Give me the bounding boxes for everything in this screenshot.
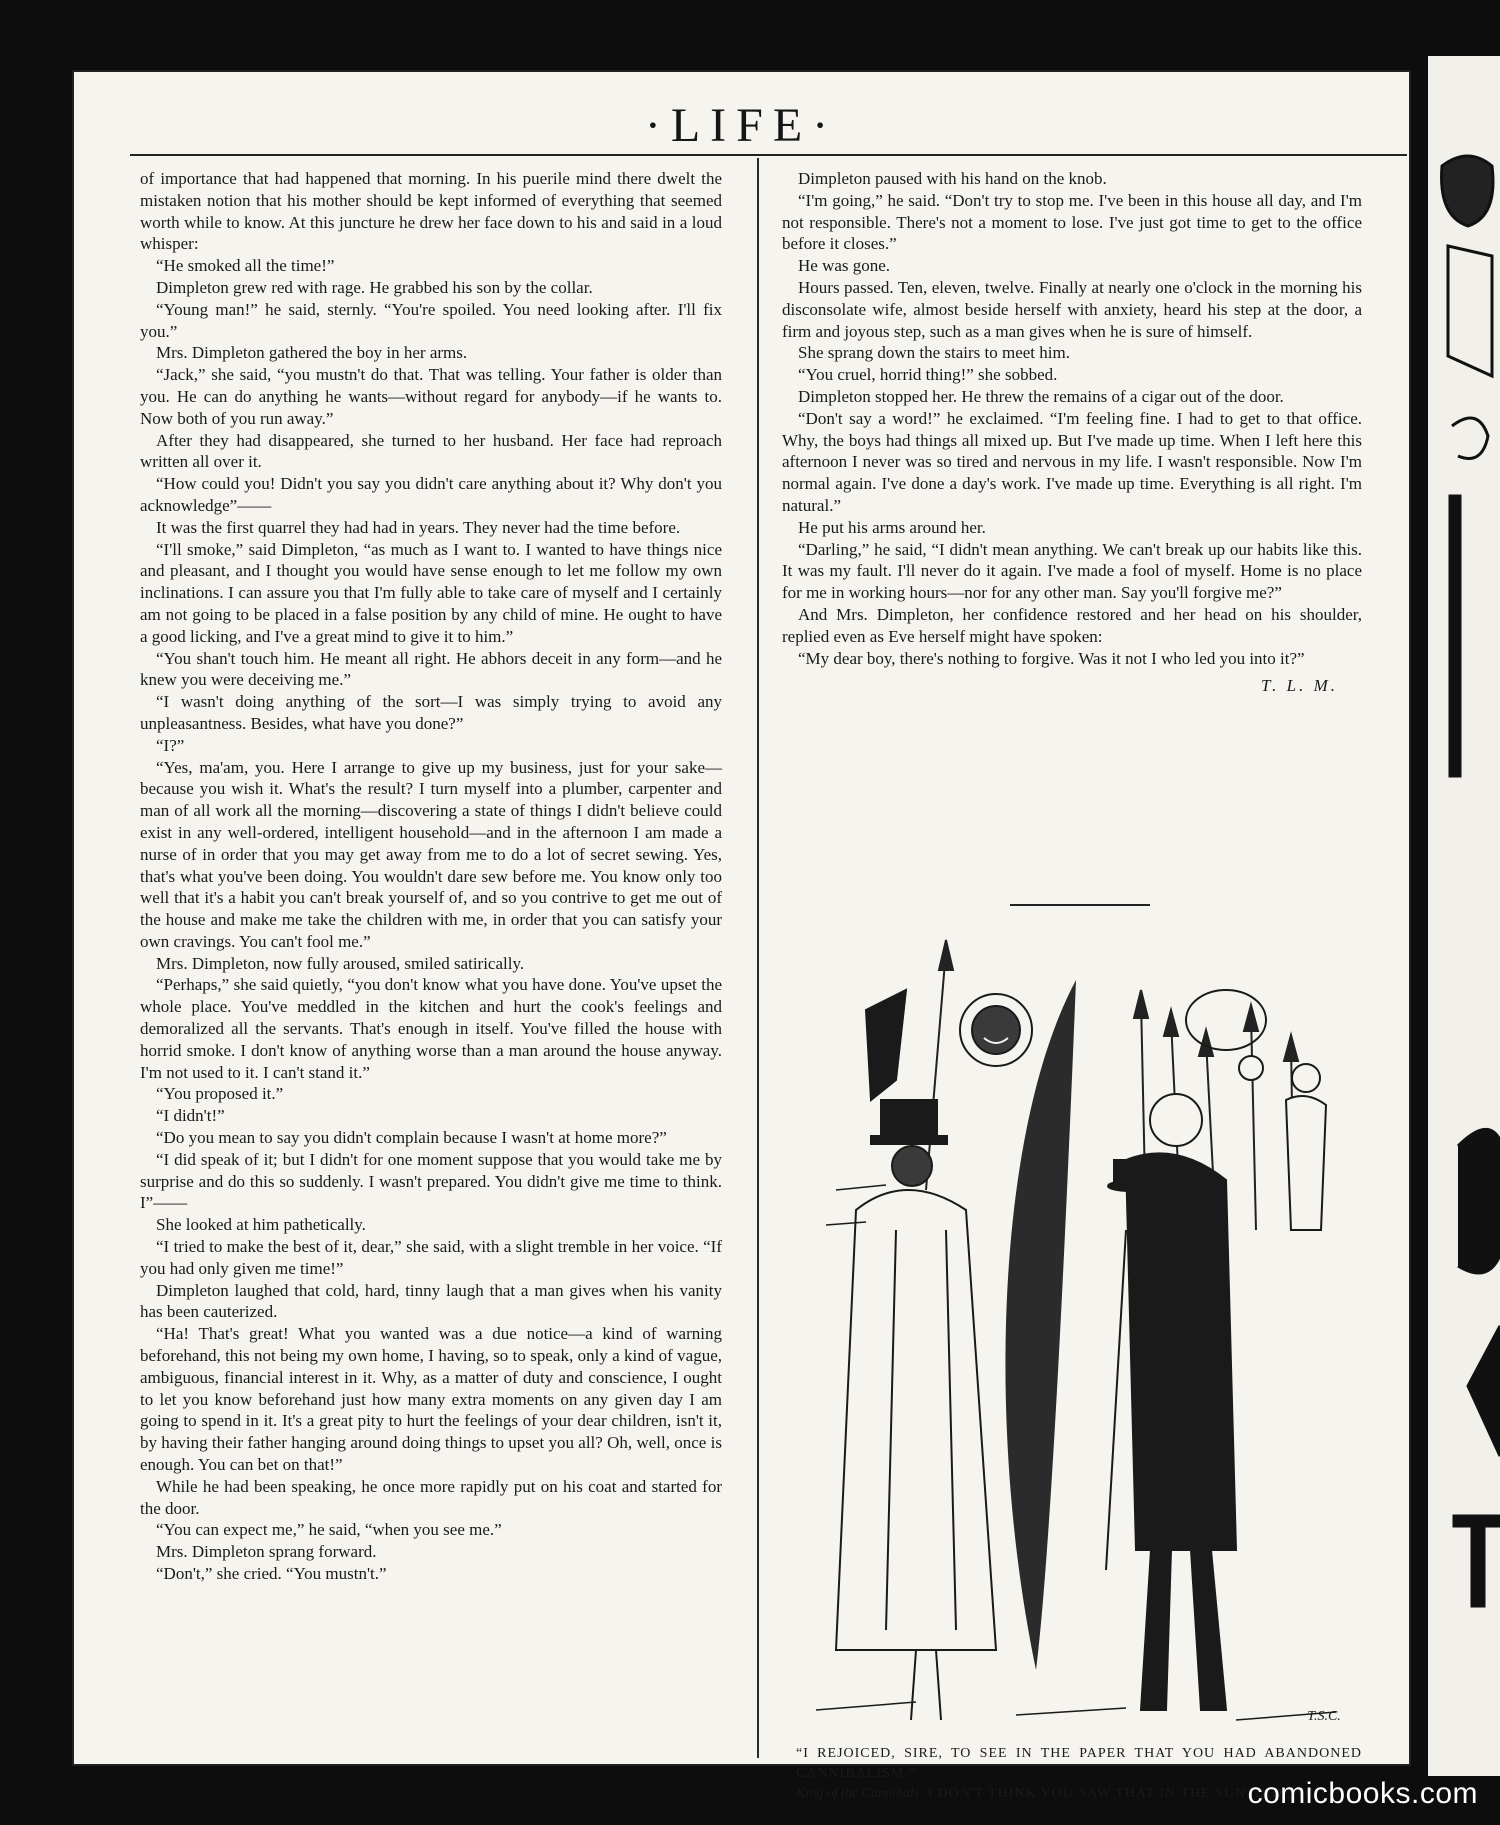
paragraph: “Ha! That's great! What you wanted was a due notice—a kind of warning beforehand, this not being my own home, I having, so to speak, only a kind of vague, ambiguous, financial interest in it. Why, as a matter of duty and conscience, I ought to let you know beforehand just how many extra moments on any given day I am going to spend in it. It's a great pity to hurt the feelings of your dear children, isn't it, by having their father hanging around doing things to upset you all? Oh, well, once is enough. You can bet on that!”: [140, 1324, 722, 1475]
right-text-column: [782, 168, 1362, 697]
paragraph: “I?”: [156, 735, 185, 755]
palm-leaf-drawing: [1005, 980, 1087, 1670]
paragraph: “How could you! Didn't you say you didn't care anything about it? Why don't you acknowledge”——: [140, 474, 722, 515]
paragraph: “Yes, ma'am, you. Here I arrange to give up my business, just for your sake—because you wish it. What's the result? I turn myself into a plumber, carpenter and man of all work all the morning—discovering a state of things I didn't believe could exist in any well-ordered, intelligent household—and in the afternoon I am made a nurse of in order that you may get away from me to do a lot of secret sewing. Yes, that's what you've been doing. You wouldn't dare sew before me. You know only too well that it's a habit you can't break yourself of, and so you contrive to get me out of the house and make me take the children with me, in order that you can satisfy your own cravings. You can't fool me.”: [140, 757, 722, 951]
paragraph: “He smoked all the time!”: [156, 256, 335, 276]
paragraph: Dimpleton stopped her. He threw the remains of a cigar out of the door.: [798, 386, 1284, 406]
paragraph: “Perhaps,” she said quietly, “you don't know what you have done. You've upset the whole place. You've meddled in the kitchen and hurt the cook's feelings and demoralized all the servants. That's enough in itself. You've filled the house with horrid smoke. I don't know of anything worse than a man around the house anyway. I'm not used to it. I can't stand it.”: [140, 975, 722, 1082]
paragraph: Mrs. Dimpleton gathered the boy in her arms.: [156, 343, 468, 363]
paragraph: And Mrs. Dimpleton, her confidence restored and her head on his shoulder, replied even as Eve herself might have spoken:: [782, 604, 1362, 646]
paragraph: “I'm going,” he said. “Don't try to stop me. I've been in this house all day, and I'm not responsible. There's not a moment to lose. I've just got time to get to the office before it closes.”: [782, 190, 1362, 254]
paragraph: “I wasn't doing anything of the sort—I was simply trying to avoid any unpleasantness. Besides, what have you done?”: [140, 692, 722, 733]
paragraph: She sprang down the stairs to meet him.: [798, 343, 1070, 363]
paragraph: “Jack,” she said, “you mustn't do that. That was telling. Your father is older than you. He can do anything he wants—without regard for anybody—if he wants to. Now both of you run away.”: [140, 365, 722, 428]
moon-face-drawing: [960, 994, 1032, 1066]
paragraph: “Darling,” he said, “I didn't mean anything. We can't break up our habits like this. It was my fault. I'll never do it again. I've made a fool of myself. Home is no place for me in working hours—nor for any other man. Say you'll forgive me?”: [782, 539, 1362, 603]
paragraph: “I tried to make the best of it, dear,” she said, with a slight tremble in her voice. “If you had only given me time!”: [140, 1237, 722, 1278]
paragraph: “You cruel, horrid thing!” she sobbed.: [798, 365, 1058, 385]
caption-quote: “I REJOICED, SIRE, TO SEE IN THE PAPER THAT YOU HAD ABANDONED CANNIBALISM.”: [796, 1746, 1362, 1781]
paragraph: “You can expect me,” he said, “when you see me.”: [156, 1520, 502, 1540]
paragraph: Mrs. Dimpleton sprang forward.: [156, 1542, 377, 1562]
gentleman-figure: [1106, 990, 1266, 1710]
paragraph: It was the first quarrel they had had in years. They never had the time before.: [156, 517, 681, 537]
paragraph: Dimpleton grew red with rage. He grabbed his son by the collar.: [156, 277, 593, 297]
adjacent-page-ornament: [1428, 56, 1500, 1776]
paragraph: “Don't,” she cried. “You mustn't.”: [156, 1564, 387, 1583]
column-divider: [757, 158, 759, 1758]
adjacent-page-edge: [1428, 56, 1500, 1776]
paragraph: “I didn't!”: [156, 1106, 225, 1126]
paragraph: Mrs. Dimpleton, now fully aroused, smiled satirically.: [156, 953, 525, 973]
paragraph: Dimpleton laughed that cold, hard, tinny laugh that a man gives when his vanity has been cauterized.: [140, 1280, 722, 1322]
section-rule: [1010, 904, 1150, 906]
cannibal-king-cartoon: [796, 930, 1362, 1738]
author-signature: T. L. M.: [1260, 676, 1338, 696]
artist-signature: T.S.C.: [1307, 1709, 1341, 1724]
paragraph: “I did speak of it; but I didn't for one moment suppose that you would take me by surprise and do this so suddenly. I wasn't prepared. You didn't give me time to think. I”——: [140, 1149, 722, 1213]
paragraph: “I'll smoke,” said Dimpleton, “as much as I want to. I wanted to have things nice and pleasant, and I thought you would have sense enough to let me follow my own inclinations. I can assure you that I'm fully able to take care of myself and I certainly am not going to be placed in a false position by any child of mine. He ought to have a good licking, and I've a great mind to give it to him.”: [140, 539, 722, 646]
paragraph: Dimpleton paused with his hand on the knob.: [798, 169, 1107, 188]
paragraph: “You proposed it.”: [156, 1084, 284, 1104]
paragraph: He was gone.: [798, 256, 891, 276]
left-text-column: [140, 168, 722, 1585]
paragraph: “You shan't touch him. He meant all right. He abhors deceit in any form—and he knew you were deceiving me.”: [140, 648, 722, 690]
paragraph: of importance that had happened that morning. In his puerile mind there dwelt the mistaken notion that his mother should be kept informed of everything that seemed worth while to know. At this juncture he drew her face down to his and said in a loud whisper:: [140, 169, 722, 254]
paragraph: “Young man!” he said, sternly. “You're spoiled. You need looking after. I'll fix you.”: [140, 299, 722, 341]
paragraph: He put his arms around her.: [798, 517, 986, 537]
masthead-rule: [130, 154, 1407, 156]
masthead-title: ·LIFE·: [644, 99, 839, 152]
cannibal-king-figure: [836, 990, 996, 1720]
caption-speaker: King of the Cannibals:: [796, 1786, 924, 1801]
site-watermark: comicbooks.com: [1247, 1777, 1478, 1810]
paragraph: Hours passed. Ten, eleven, twelve. Finally at nearly one o'clock in the morning his disconsolate wife, almost beside herself with anxiety, heard his step at the door, a firm and joyous step, such as a man gives when he is sure of himself.: [782, 277, 1362, 341]
paragraph: While he had been speaking, he once more rapidly put on his coat and started for the door.: [140, 1476, 722, 1518]
paragraph: “Don't say a word!” he exclaimed. “I'm feeling fine. I had to get to that office. Why, the boys had things all mixed up. But I've made up time. When I left here this afternoon I never was so tired and nervous in my life. I wasn't responsible. Now I'm normal again. I've done a day's work. I've made up time. Everything is all right. I'm natural.”: [782, 408, 1362, 515]
paragraph: After they had disappeared, she turned to her husband. Her face had reproach written all over it.: [140, 430, 722, 472]
paragraph: “My dear boy, there's nothing to forgive. Was it not I who led you into it?”: [798, 648, 1305, 668]
paragraph: She looked at him pathetically.: [156, 1215, 366, 1235]
paragraph: “Do you mean to say you didn't complain because I wasn't at home more?”: [156, 1128, 667, 1148]
caption-reply: I DON'T THINK YOU SAW THAT IN THE SUN, DID YOU?: [927, 1786, 1328, 1801]
